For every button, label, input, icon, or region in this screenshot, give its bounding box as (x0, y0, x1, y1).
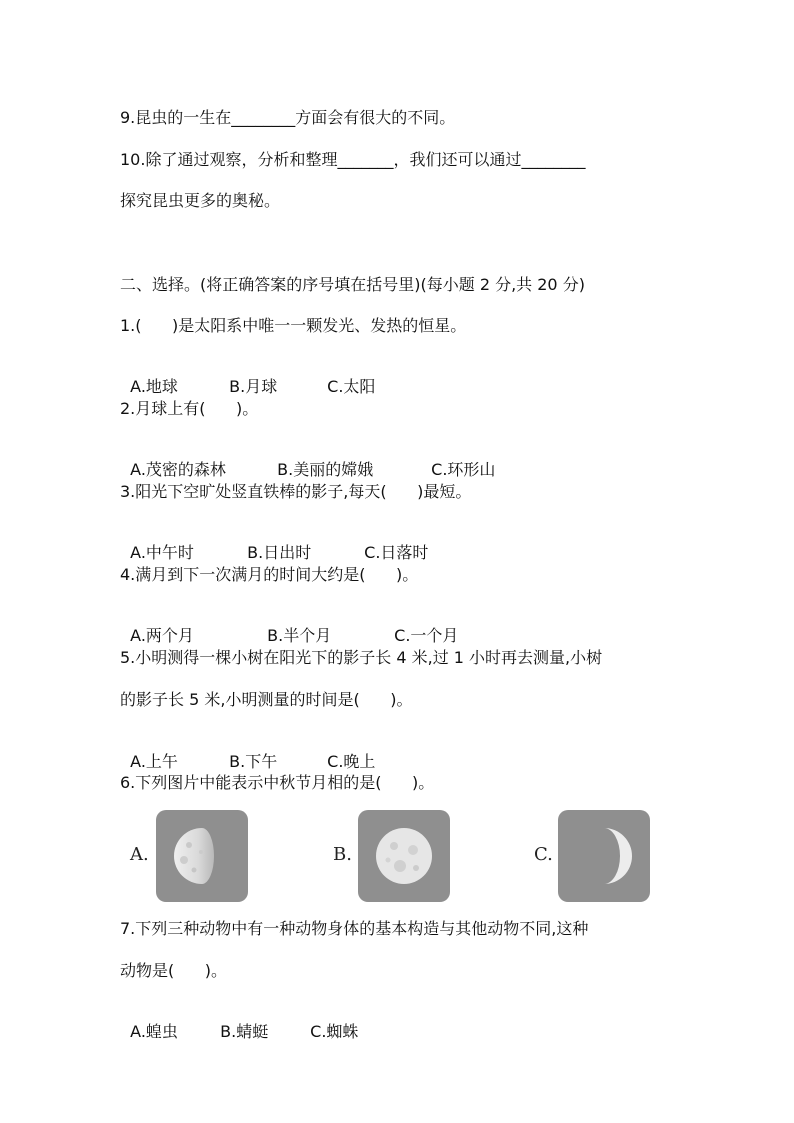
question-2-options (120, 440, 495, 480)
option-c: C.太阳 (327, 377, 376, 396)
crescent-moon-icon (558, 810, 650, 902)
question-4-options (120, 606, 458, 646)
question-10-line1: 10.除了通过观察，分析和整理_______，我们还可以通过________ (120, 150, 586, 169)
section-2-title: 二、选择。(将正确答案的序号填在括号里)(每小题 2 分,共 20 分) (120, 275, 585, 294)
question-9: 9.昆虫的一生在________方面会有很大的不同。 (120, 108, 456, 127)
question-5-options (120, 732, 375, 772)
gibbous-moon-image (156, 810, 248, 902)
question-10-line2: 探究昆虫更多的奥秘。 (120, 191, 281, 210)
option-c: C.一个月 (394, 626, 459, 645)
question-1-stem: 1.( )是太阳系中唯一一颗发光、发热的恒星。 (120, 316, 467, 335)
option-c: C.蜘蛛 (310, 1022, 359, 1041)
question-7-options (120, 1002, 358, 1042)
crescent-moon-image (558, 810, 650, 902)
option-b: B.月球 (229, 377, 278, 396)
question-3-stem: 3.阳光下空旷处竖直铁棒的影子,每天( )最短。 (120, 482, 472, 501)
question-6-stem: 6.下列图片中能表示中秋节月相的是( )。 (120, 773, 435, 792)
question-2-stem: 2.月球上有( )。 (120, 399, 259, 418)
option-b: B.美丽的嫦娥 (277, 460, 374, 479)
option-b: B.下午 (229, 752, 278, 771)
question-6-images (0, 810, 794, 902)
option-a: A.两个月 (130, 626, 194, 645)
option-a: A.蝗虫 (130, 1022, 178, 1041)
question-1-options (120, 357, 375, 397)
question-5-stem-line1: 5.小明测得一棵小树在阳光下的影子长 4 米,过 1 小时再去测量,小树 (120, 648, 603, 667)
question-5-stem-line2: 的影子长 5 米,小明测量的时间是( )。 (120, 690, 413, 709)
image-label-b: B. (333, 844, 352, 865)
option-b: B.日出时 (247, 543, 312, 562)
option-b: B.半个月 (267, 626, 332, 645)
option-b: B.蜻蜓 (220, 1022, 269, 1041)
question-7-stem-line1: 7.下列三种动物中有一种动物身体的基本构造与其他动物不同,这种 (120, 919, 589, 938)
full-moon-icon (358, 810, 450, 902)
option-a: A.上午 (130, 752, 178, 771)
question-7-stem-line2: 动物是( )。 (120, 961, 228, 980)
option-c: C.晚上 (327, 752, 376, 771)
option-a: A.地球 (130, 377, 178, 396)
full-moon-image (358, 810, 450, 902)
option-a: A.茂密的森林 (130, 460, 226, 479)
option-c: C.环形山 (431, 460, 496, 479)
option-a: A.中午时 (130, 543, 194, 562)
image-label-c: C. (534, 844, 553, 865)
question-3-options (120, 523, 428, 563)
question-4-stem: 4.满月到下一次满月的时间大约是( )。 (120, 565, 419, 584)
option-c: C.日落时 (364, 543, 429, 562)
image-label-a: A. (130, 844, 149, 865)
gibbous-moon-icon (156, 810, 248, 902)
